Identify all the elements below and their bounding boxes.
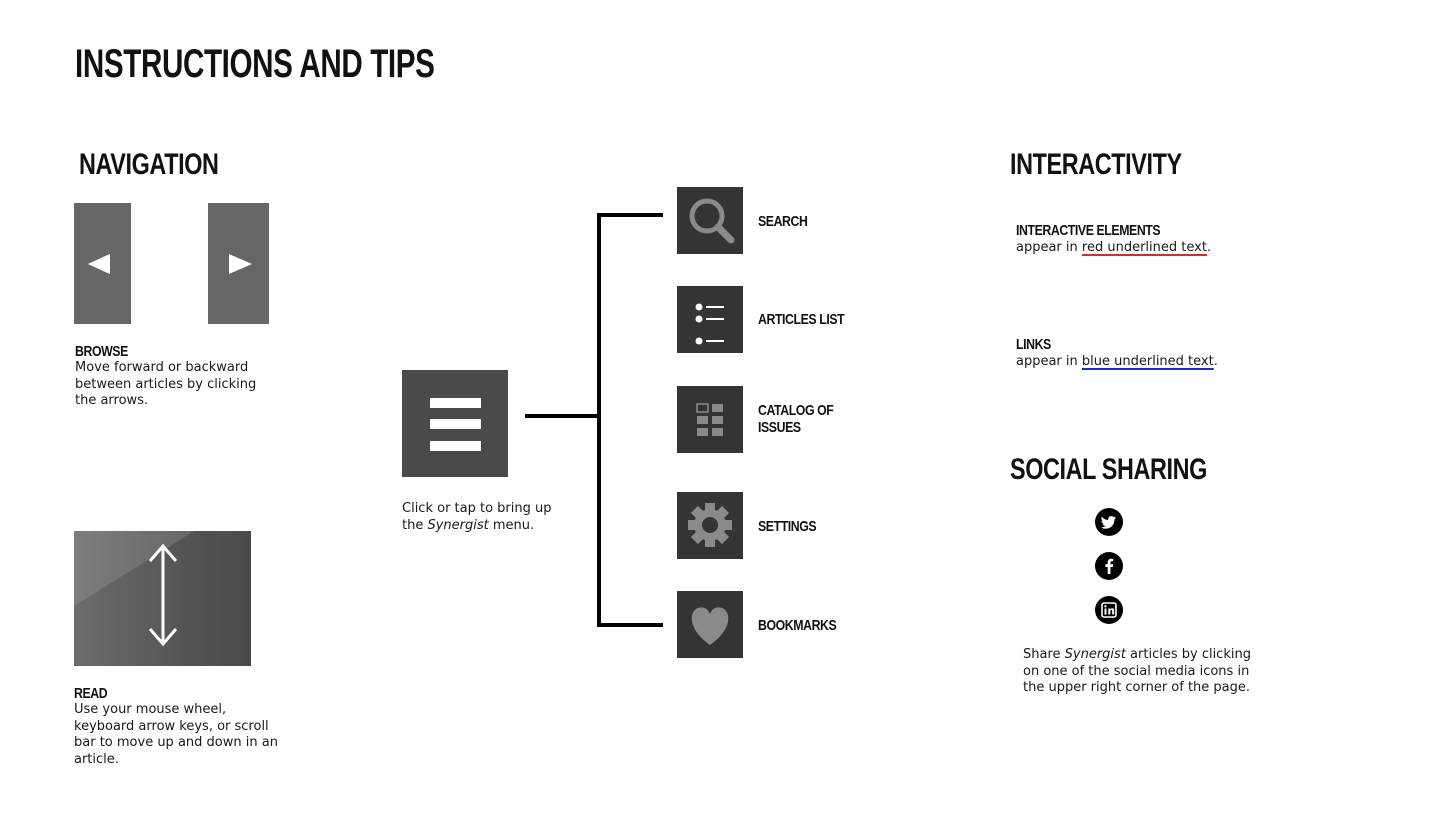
menu-description: Click or tap to bring up the Synergist menu. xyxy=(402,501,552,533)
chevron-right-icon xyxy=(208,203,269,324)
articles-list-menu-item[interactable] xyxy=(677,286,743,353)
search-icon xyxy=(677,187,743,254)
browse-description: Move forward or backward between articles by clicking the arrows. xyxy=(75,360,257,408)
previous-article-button[interactable] xyxy=(74,203,131,324)
articles-list-label: ARTICLES LIST xyxy=(758,311,845,328)
twitter-button[interactable] xyxy=(1095,508,1123,536)
grid-icon xyxy=(677,386,743,453)
settings-label: SETTINGS xyxy=(758,518,817,535)
bookmarks-label: BOOKMARKS xyxy=(758,617,837,634)
menu-connector xyxy=(520,210,670,630)
catalog-menu-item[interactable] xyxy=(677,386,743,453)
navigation-heading: NAVIGATION xyxy=(79,148,219,181)
scroll-illustration xyxy=(74,531,251,666)
links-description: appear in blue underlined text. xyxy=(1016,354,1218,369)
gear-icon xyxy=(677,492,743,559)
list-icon xyxy=(677,286,743,353)
social-sharing-heading: SOCIAL SHARING xyxy=(1010,453,1207,486)
read-title: READ xyxy=(74,685,108,702)
catalog-label: CATALOG OF ISSUES xyxy=(758,402,834,436)
facebook-button[interactable] xyxy=(1095,552,1123,580)
bookmarks-menu-item[interactable] xyxy=(677,591,743,658)
heart-icon xyxy=(677,591,743,658)
scroll-arrows-icon xyxy=(74,531,251,666)
interactive-elements-description: appear in red underlined text. xyxy=(1016,240,1212,255)
twitter-icon xyxy=(1095,508,1123,536)
red-underlined-text[interactable]: red underlined text xyxy=(1081,240,1207,255)
chevron-left-icon xyxy=(74,203,131,324)
search-menu-item[interactable] xyxy=(677,187,743,254)
settings-menu-item[interactable] xyxy=(677,492,743,559)
hamburger-menu-icon xyxy=(402,370,508,477)
page-title: INSTRUCTIONS AND TIPS xyxy=(75,42,435,86)
linkedin-icon xyxy=(1095,596,1123,624)
blue-underlined-text[interactable]: blue underlined text xyxy=(1081,354,1214,369)
next-article-button[interactable] xyxy=(208,203,269,324)
read-description: Use your mouse wheel, keyboard arrow keys, or scroll bar to move up and down in an article. xyxy=(74,702,278,767)
interactive-elements-title: INTERACTIVE ELEMENTS xyxy=(1016,222,1161,239)
links-title: LINKS xyxy=(1016,336,1051,353)
facebook-icon xyxy=(1095,552,1123,580)
social-sharing-description: Share Synergist articles by clicking on one of the social media icons in the upper right corner of the page. xyxy=(1023,647,1251,695)
menu-button[interactable] xyxy=(402,370,508,477)
linkedin-button[interactable] xyxy=(1095,596,1123,624)
browse-title: BROWSE xyxy=(75,343,128,360)
search-label: SEARCH xyxy=(758,213,808,230)
interactivity-heading: INTERACTIVITY xyxy=(1010,148,1182,181)
